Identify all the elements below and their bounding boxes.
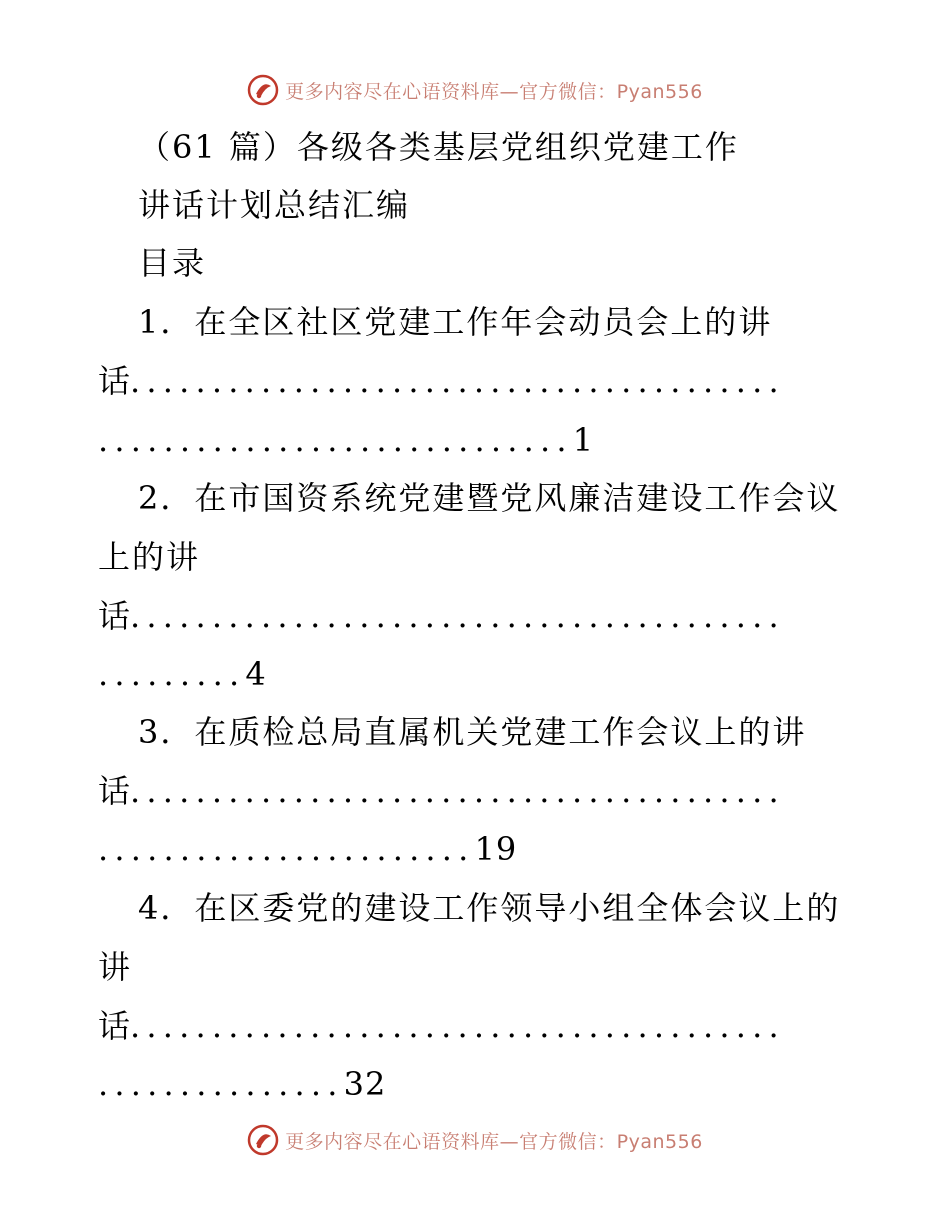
toc-heading: 目录 [138, 244, 207, 282]
toc-entry-4-leader-row-2 [98, 1064, 386, 1104]
toc-entry-4-title-cont[interactable]: 讲 [98, 948, 133, 986]
toc-entry-2-title[interactable]: 2．在市国资系统党建暨党风廉洁建设工作会议 [138, 479, 841, 517]
document-title-line-1: （61 篇）各级各类基层党组织党建工作 [138, 128, 739, 166]
toc-entry-1-title[interactable]: 1．在全区社区党建工作年会动员会上的讲 [138, 303, 773, 341]
footer-banner-text: 更多内容尽在心语资料库—官方微信：Pyan556 [285, 1130, 703, 1153]
toc-entry-1-leader-row-2 [98, 420, 594, 460]
toc-entry-2-dots-1: ........................................ [130, 597, 785, 635]
header-banner-text: 更多内容尽在心语资料库—官方微信：Pyan556 [285, 80, 703, 103]
toc-entry-3-leader-row-2 [98, 829, 517, 869]
document-title-line-2: 讲话计划总结汇编 [138, 186, 411, 224]
toc-entry-4-leader-row-1 [98, 1006, 838, 1046]
toc-entry-3-page-number[interactable]: 19 [474, 830, 518, 868]
toc-entry-1-dots-2: ............................. [98, 421, 573, 459]
toc-entry-3-leader-row-1 [98, 771, 838, 811]
toc-entry-4-page-number[interactable]: 32 [343, 1065, 387, 1103]
toc-entry-1-leader-row-1 [98, 361, 838, 401]
footer-banner [0, 1120, 950, 1160]
toc-entry-2-leader-start: 话 [98, 597, 131, 635]
toc-entry-2-leader-row-1 [98, 596, 838, 636]
toc-entry-1-leader-start: 话 [98, 362, 131, 400]
toc-entry-4-dots-1: ........................................ [130, 1007, 785, 1045]
toc-entry-4-dots-2: ............... [98, 1065, 344, 1103]
toc-entry-2-leader-row-2 [98, 654, 267, 694]
toc-entry-1-dots-1: ........................................ [130, 362, 785, 400]
toc-entry-3-dots-1: ........................................ [130, 772, 785, 810]
toc-entry-1-page-number[interactable]: 1 [572, 421, 595, 459]
toc-entry-4-title[interactable]: 4．在区委党的建设工作领导小组全体会议上的 [138, 889, 841, 927]
toc-entry-2-page-number[interactable]: 4 [245, 655, 267, 693]
brand-logo-icon [247, 1124, 279, 1156]
toc-entry-2-title-cont[interactable]: 上的讲 [98, 538, 201, 576]
toc-entry-2-dots-2: ......... [98, 655, 246, 693]
toc-entry-3-title[interactable]: 3．在质检总局直属机关党建工作会议上的讲 [138, 713, 807, 751]
toc-entry-4-leader-start: 话 [98, 1007, 131, 1045]
toc-entry-3-dots-2: ....................... [98, 830, 475, 868]
toc-entry-3-leader-start: 话 [98, 772, 131, 810]
